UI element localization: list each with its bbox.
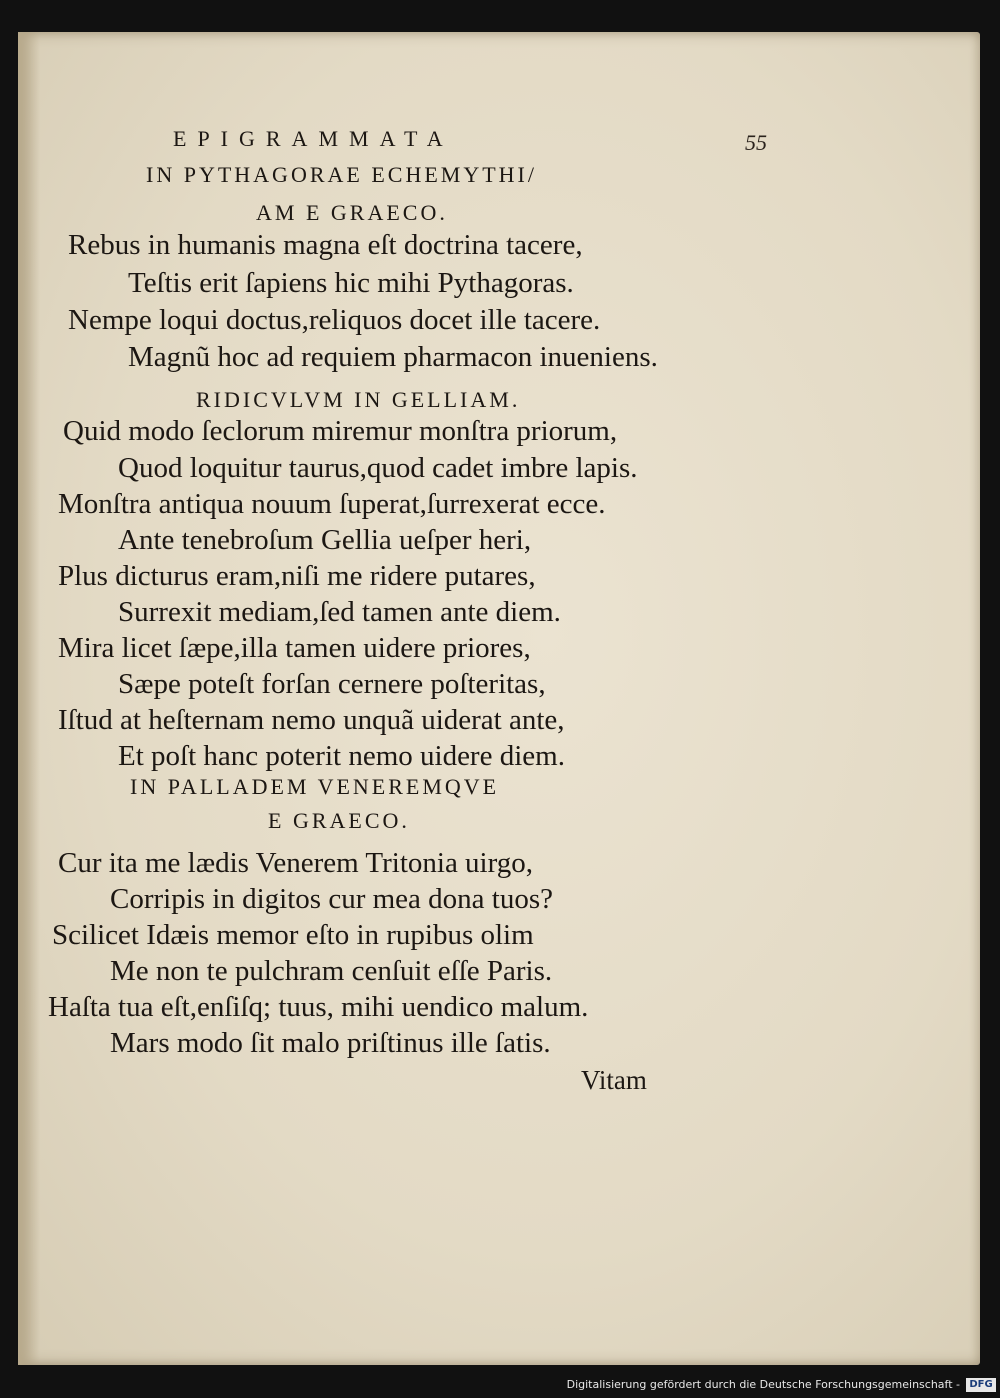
poem-1-line-1: Rebus in humanis magna eſt doctrina tacere, [68, 229, 583, 261]
poem-1-heading-line-2: AM E GRAECO. [256, 200, 448, 225]
poem-2-line-10: Et poſt hanc poterit nemo uidere diem. [118, 740, 565, 772]
poem-2-line-5: Plus dicturus eram,niſi me ridere putares, [58, 560, 536, 592]
dfg-logo: DFG [966, 1378, 996, 1392]
poem-1-line-4: Magnũ hoc ad requiem pharmacon inueniens. [128, 341, 658, 373]
poem-1-line-2: Teſtis erit ſapiens hic mihi Pythagoras. [128, 267, 574, 299]
footer-bar [0, 1374, 1000, 1398]
poem-2-line-7: Mira licet ſæpe,illa tamen uidere priores, [58, 632, 531, 664]
footer-credit: Digitalisierung gefördert durch die Deutsche Forschungsgemeinschaft - [566, 1378, 960, 1391]
poem-3-heading-line-1: IN PALLADEM VENEREMQVE [130, 774, 500, 799]
poem-2-line-3: Monſtra antiqua nouum ſuperat,ſurrexerat ecce. [58, 488, 606, 520]
running-head: EPIGRAMMATA [173, 126, 454, 151]
poem-2-line-8: Sæpe poteſt forſan cernere poſteritas, [118, 668, 546, 700]
page-gutter-shadow [18, 32, 40, 1365]
poem-3-line-3: Scilicet Idæis memor eſto in rupibus olim [52, 919, 534, 951]
poem-3-line-4: Me non te pulchram cenſuit eſſe Paris. [110, 955, 553, 987]
poem-3-line-2: Corripis in digitos cur mea dona tuos? [110, 883, 553, 915]
page-number: 55 [745, 130, 767, 155]
poem-3-line-1: Cur ita me lædis Venerem Tritonia uirgo, [58, 847, 534, 879]
poem-2-line-1: Quid modo ſeclorum miremur monſtra priorum, [63, 415, 618, 447]
book-page [18, 32, 980, 1365]
poem-1-heading-line-1: IN PYTHAGORAE ECHEMYTHI/ [146, 162, 537, 187]
poem-2-heading: RIDICVLVM IN GELLIAM. [196, 387, 521, 412]
poem-2-line-9: Iſtud at heſternam nemo unquã uiderat ante, [58, 704, 565, 736]
poem-3-heading-line-2: E GRAECO. [268, 808, 410, 833]
catchword: Vitam [581, 1065, 647, 1095]
poem-2-line-4: Ante tenebroſum Gellia ueſper heri, [118, 524, 532, 556]
poem-2-line-6: Surrexit mediam,ſed tamen ante diem. [118, 596, 561, 628]
poem-2-line-2: Quod loquitur taurus,quod cadet imbre lapis. [118, 452, 638, 484]
poem-3-line-5: Haſta tua eſt,enſiſq; tuus, mihi uendico malum. [48, 991, 589, 1023]
poem-1-line-3: Nempe loqui doctus,reliquos docet ille tacere. [68, 304, 601, 336]
poem-3-line-6: Mars modo ſit malo priſtinus ille ſatis. [110, 1027, 551, 1059]
